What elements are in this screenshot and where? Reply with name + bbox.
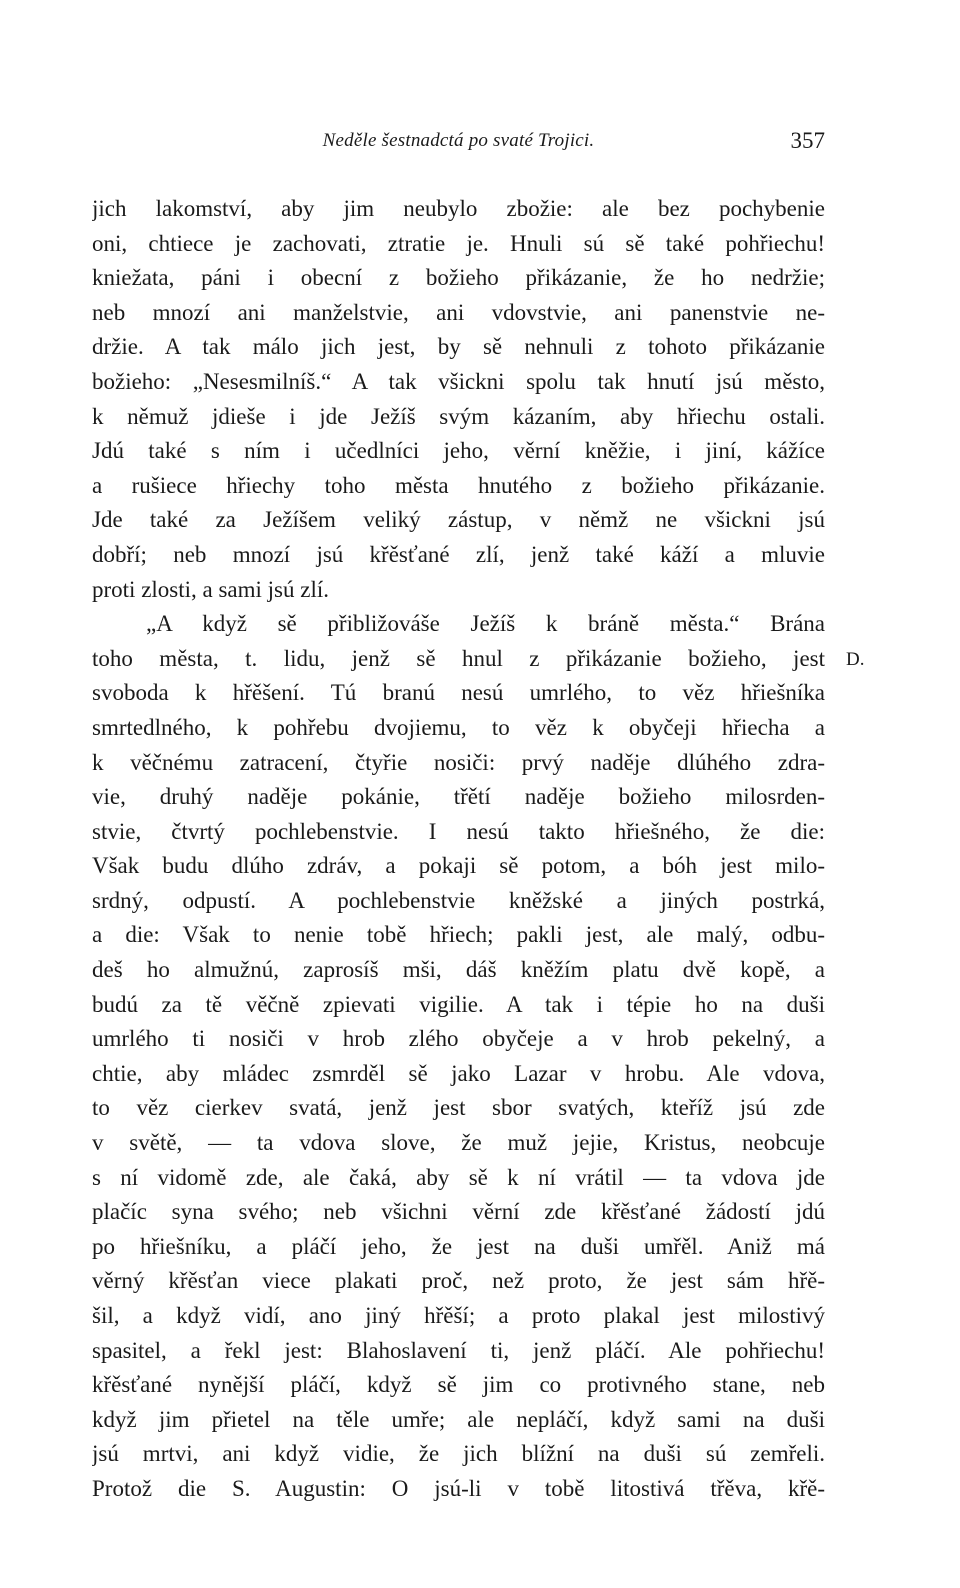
running-header (92, 124, 825, 160)
text-line: plačíc syna svého; neb všichni věrní zde křěsťané žádostí jdú (92, 1199, 825, 1225)
text-line: když jim přietel na těle umře; ale nepláčí, když sami na duši (92, 1406, 825, 1432)
text-line: k věčnému zatracení, čtyřie nosiči: prvý naděje dlúhého zdra- (92, 749, 825, 775)
body-text (92, 192, 825, 1507)
text-line: k němuž jdieše i jde Ježíš svým kázaním, aby hřiechu ostali. (92, 403, 825, 429)
text-line: a die: Však to nenie tobě hřiech; pakli jest, ale malý, odbu- (92, 922, 825, 948)
text-line: budú za tě věčně zpievati vigilie. A tak i tépie ho na duši (92, 991, 825, 1017)
text-line: chtie, aby mládec zsmrděl sě jako Lazar v hrobu. Ale vdova, (92, 1060, 825, 1086)
text-line: oni, chtiece je zachovati, ztratie je. Hnuli sú sě také pohřiechu! (92, 230, 825, 256)
text-line: a rušiece hřiechy toho města hnutého z božieho přikázanie. (92, 472, 825, 498)
running-title: Neděle šestnadctá po svaté Trojici. (322, 130, 595, 151)
page-number: 357 (790, 128, 825, 153)
text-line: křěsťané nynější pláčí, když sě jim co protivného stane, neb (92, 1372, 825, 1398)
text-line: deš ho almužnú, zaprosíš mši, dáš kněžím platu dvě kopě, a (92, 957, 825, 983)
text-line: Protož die S. Augustin: O jsú-li v tobě litostivá třěva, křě- (92, 1475, 825, 1501)
text-line: proti zlosti, a sami jsú zlí. (92, 576, 329, 602)
text-line: srdný, odpustí. A pochlebenstvie kněžské a jiných postrká, (92, 887, 825, 913)
text-line: neb mnozí ani manželstvie, ani vdovstvie, ani panenstvie ne- (92, 299, 825, 325)
text-line: spasitel, a řekl jest: Blahoslavení ti, jenž pláčí. Ale pohřiechu! (92, 1337, 825, 1363)
text-line: umrlého ti nosiči v hrob zlého obyčeje a v hrob pekelný, a (92, 1026, 825, 1052)
text-line: kniežata, páni i obecní z božieho přikázanie, že ho nedržie; (92, 265, 825, 291)
text-line: jsú mrtvi, ani když vidie, že jich blížní na duši sú zemřeli. (92, 1441, 825, 1467)
text-line: stvie, čtvrtý pochlebenstvie. I nesú takto hřiešného, že die: (92, 818, 825, 844)
text-line: „A když sě přibližováše Ježíš k bráně města.“ Brána (146, 611, 825, 637)
text-line: šil, a když vidí, ano jiný hřěší; a proto plakal jest milostivý (92, 1303, 825, 1328)
text-line: s ní vidomě zde, ale čaká, aby sě k ní vrátil — ta vdova jde (92, 1164, 825, 1190)
text-line: vie, druhý naděje pokánie, třětí naděje božieho milosrden- (92, 784, 825, 810)
text-line: věrný křěsťan viece plakati proč, než proto, že jest sám hřě- (92, 1268, 825, 1294)
text-line: toho města, t. lidu, jenž sě hnul z přikázanie božieho, jest (92, 645, 825, 671)
text-line: v světě, — ta vdova slove, že muž jejie, Kristus, neobcuje (92, 1130, 825, 1156)
text-line: Jde také za Ježíšem veliký zástup, v němž ne všickni jsú (92, 507, 825, 533)
margin-note: D. (846, 649, 865, 670)
text-line: to věz cierkev svatá, jenž jest sbor svatých, kteříž jsú zde (92, 1095, 825, 1121)
text-line: svoboda k hřěšení. Tú branú nesú umrlého, to věz hřiešníka (92, 680, 825, 706)
text-line: dobří; neb mnozí jsú křěsťané zlí, jenž také káží a mluvie (92, 541, 825, 567)
text-line: po hřiešníku, a pláčí jeho, že jest na duši umřěl. Aniž má (92, 1233, 825, 1259)
text-line: božieho: „Nesesmilníš.“ A tak všickni spolu tak hnutí jsú město, (92, 368, 825, 394)
text-line: jich lakomství, aby jim neubylo zbožie: ale bez pochybenie (92, 196, 825, 221)
text-line: smrtedlného, k pohřebu dvojiemu, to věz k obyčeji hřiecha a (92, 714, 825, 740)
text-line: držie. A tak málo jich jest, by sě nehnuli z tohoto přikázanie (92, 334, 825, 360)
text-line: Však budu dlúho zdráv, a pokaji sě potom, a bóh jest milo- (92, 853, 825, 879)
text-line: Jdú také s ním i učedlníci jeho, věrní kněžie, i jiní, kážíce (92, 438, 825, 464)
